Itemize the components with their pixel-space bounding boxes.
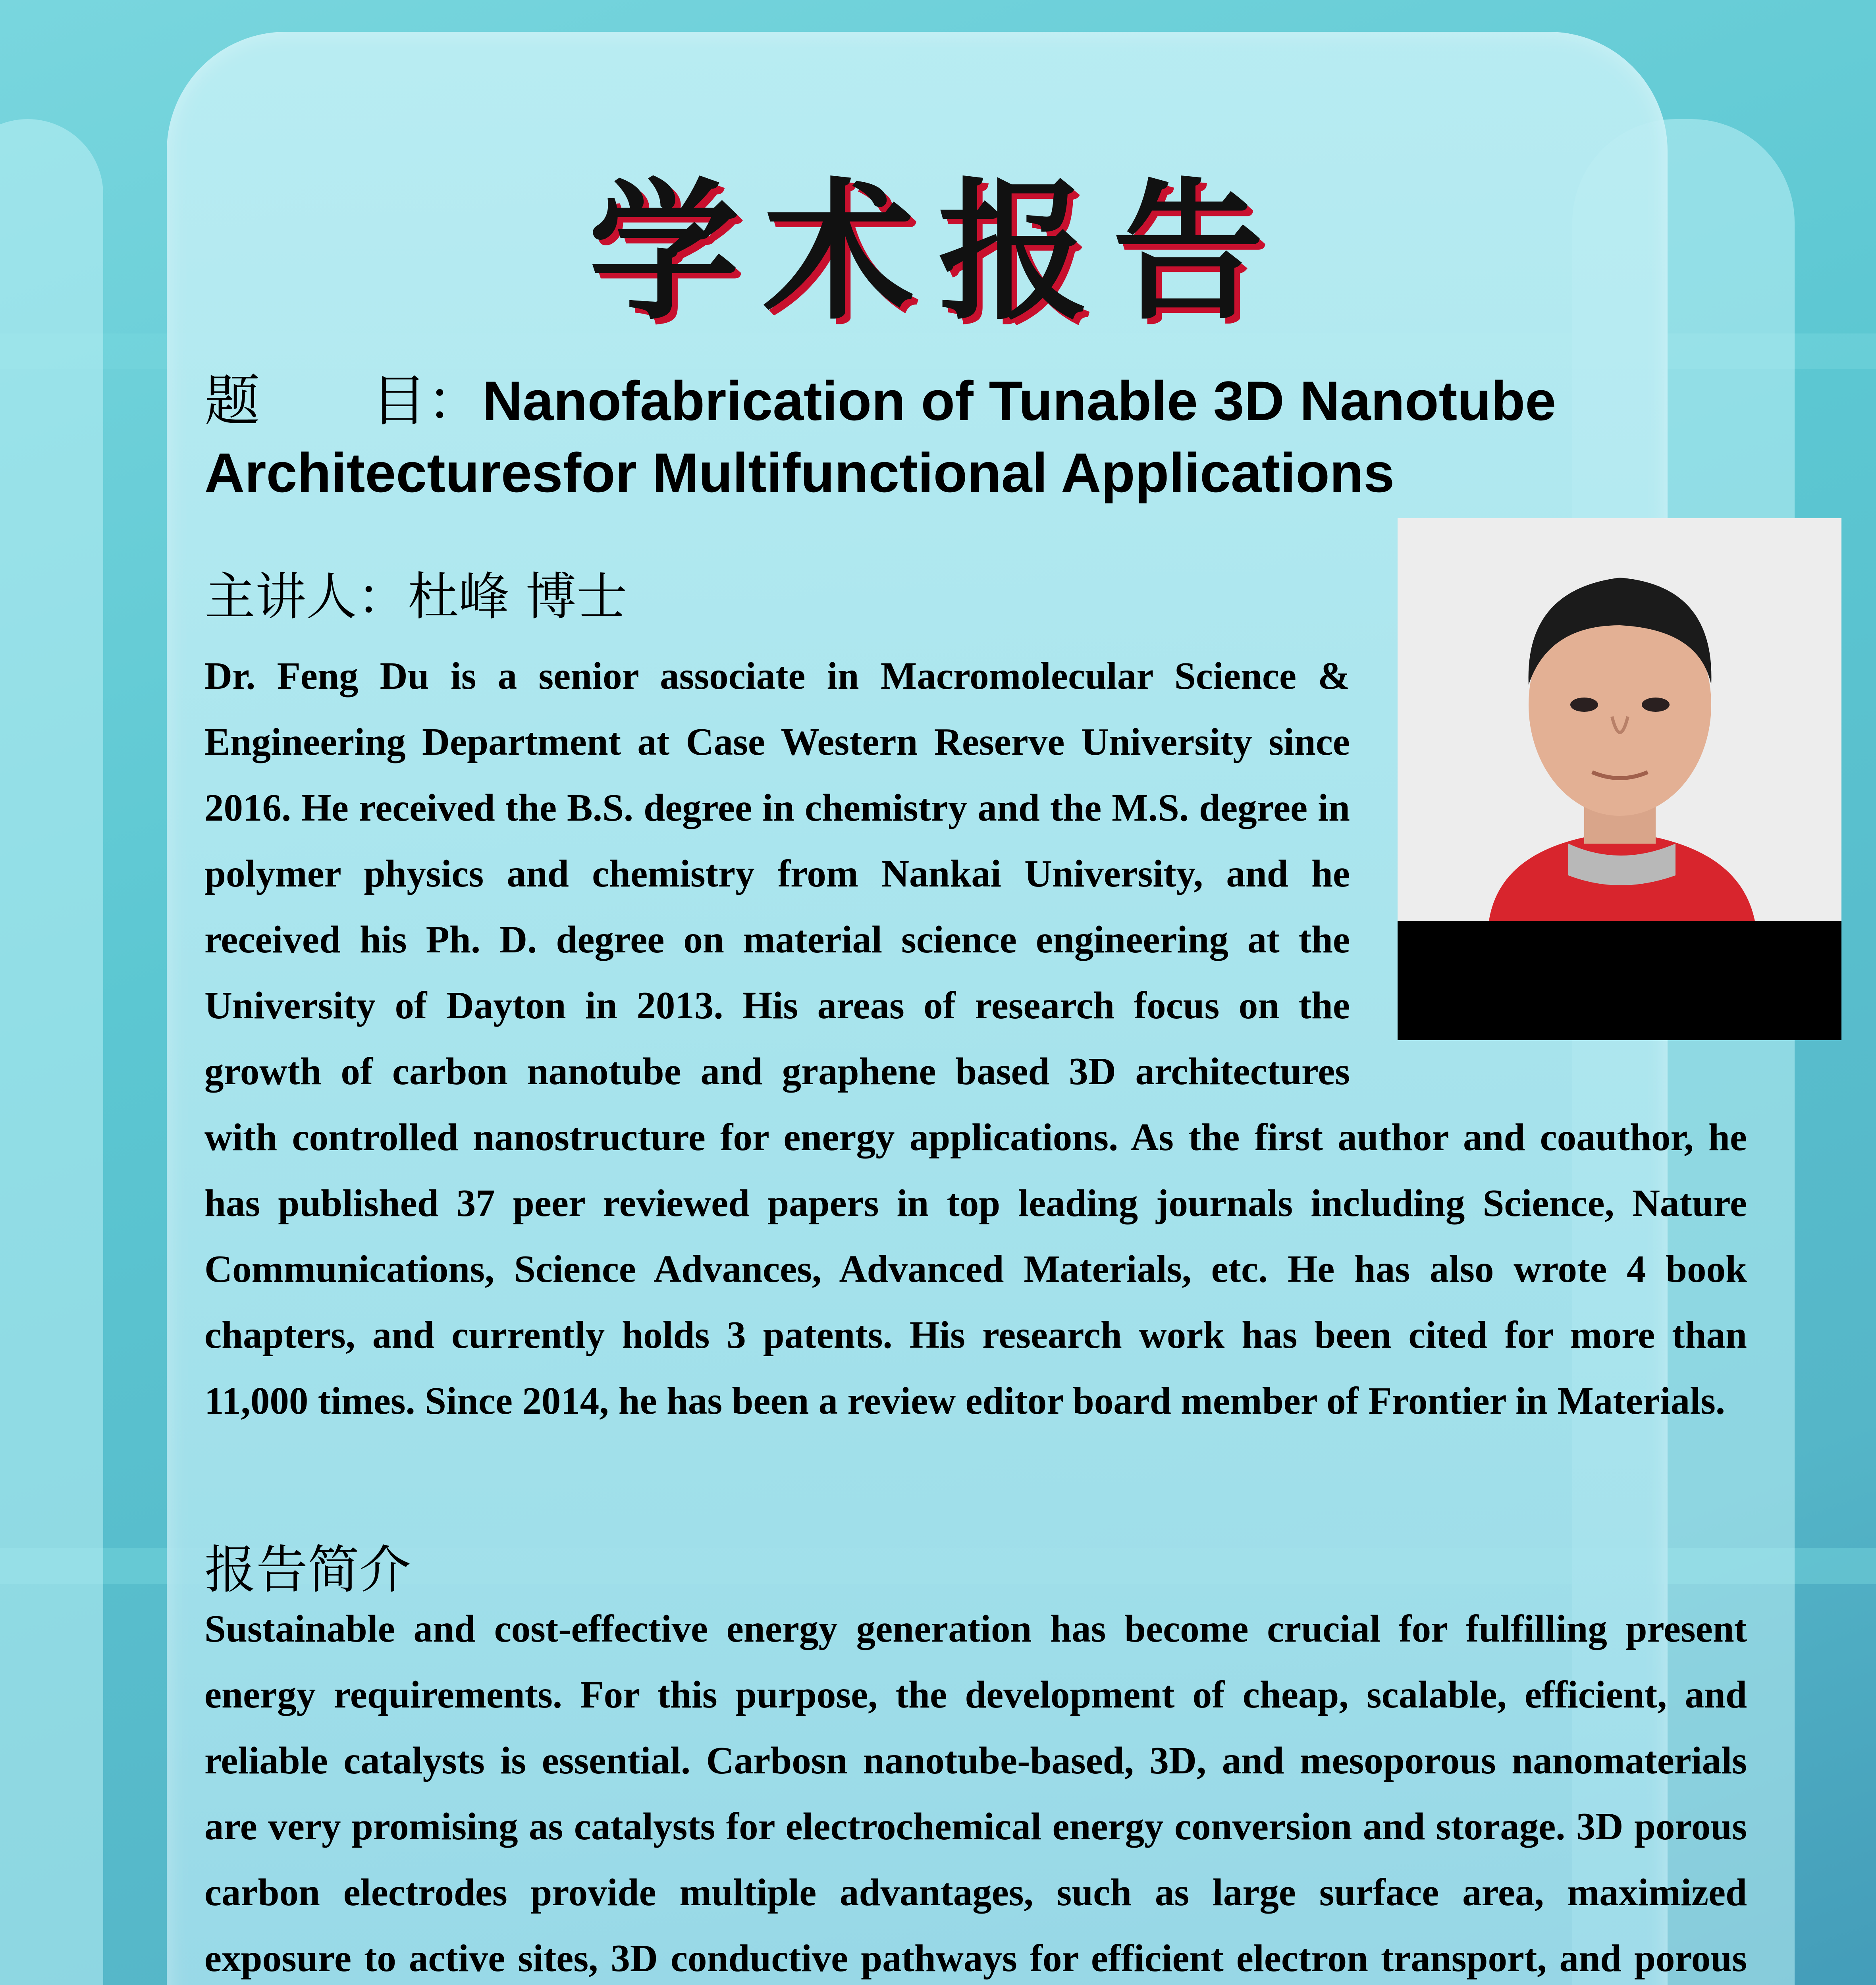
topic-block (204, 365, 1634, 509)
speaker-label: 主讲人： (204, 567, 408, 626)
abstract-text: Sustainable and cost-effective energy generation has become crucial for fulfilling present energy requirements. For this purpose, the development of cheap, scalable, efficient, and reliable catalysts is essential. Carbosn nanotube-based, 3D, and mesoporous nanomaterials are very promising as catalysts for electrochemical energy conversion and storage. 3D porous carbon electrodes provide multiple advantages, such as large surface area, maximized exposure to active sites, 3D conductive pathways for efficient electron transport, and porous (204, 1607, 1747, 1979)
speaker-name: 杜峰 博士 (408, 567, 627, 626)
topic-line-1 (204, 365, 1634, 437)
abstract-heading: 报告简介 (204, 1540, 411, 1600)
poster-title: 学术报告 (588, 164, 1288, 340)
topic-title-line1: Nanofabrication of Tunable 3D Nanotube (482, 370, 1556, 432)
left-scroll-decoration (0, 119, 103, 1985)
speaker-bio (204, 643, 1747, 1434)
speaker-bio-text: Dr. Feng Du is a senior associate in Macromolecular Science & Engineering Department at Case Western Reserve University since 2016. He received the B.S. degree in chemistry and the M.S. degree in polymer physics and chemistry from Nankai University, and he received his Ph. D. degree on material science engineering at the University of Dayton in 2013. His areas of research focus on the growth of carbon nanotube and graphene based 3D architectures with controlled nanostructure for energy applications. As the first author and coauthor, he has published 37 peer reviewed papers in top leading journals including Science, Nature Communications, Science Advances, Advanced Materials, etc. He has also wrote 4 book chapters, and currently holds 3 patents. His research work has been cited for more than 11,000 times. Since 2014, he has been a review editor board member of Frontier in Materials. (204, 655, 1747, 1422)
bio-photo-spacer (1350, 643, 1747, 1040)
topic-label: 题 目： (204, 369, 483, 434)
speaker-line (204, 556, 627, 629)
topic-title-line2: Architecturesfor Multifunctional Applications (204, 441, 1395, 504)
